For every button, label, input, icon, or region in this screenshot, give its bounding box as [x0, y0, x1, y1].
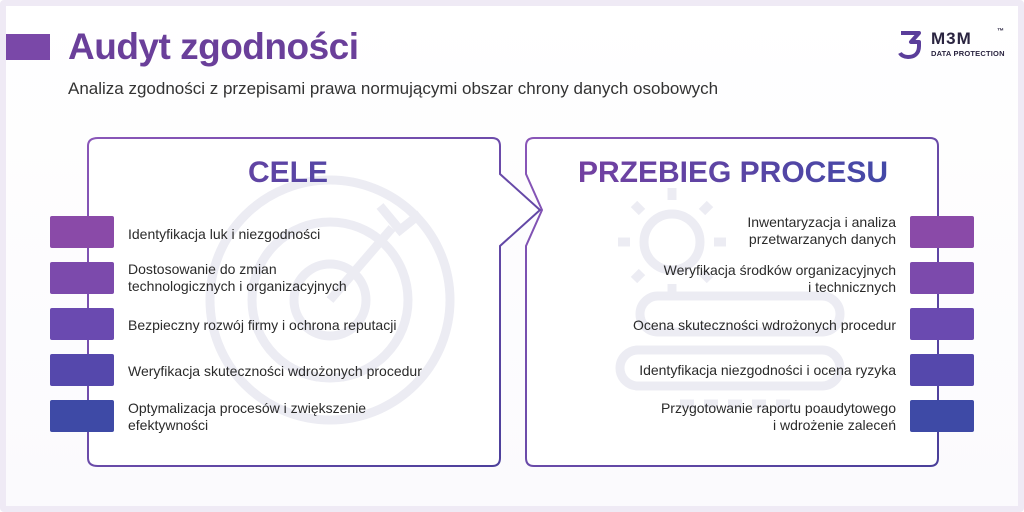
bullet-bar	[910, 216, 974, 248]
bullet-bar	[50, 308, 114, 340]
panel-title-cele: CELE	[88, 156, 488, 190]
panel-title-przebieg: PRZEBIEG PROCESU	[528, 156, 938, 190]
bullet-bar	[50, 216, 114, 248]
logo-name: M3M	[931, 29, 972, 48]
list-item: Dostosowanie do zmian technologicznych i organizacyjnych	[128, 261, 347, 294]
bullet-bar	[50, 400, 114, 432]
bullet-bar	[910, 308, 974, 340]
logo-tagline: DATA PROTECTION	[931, 49, 1005, 58]
bullet-bar	[50, 262, 114, 294]
list-item: Inwentaryzacja i analiza przetwarzanych danych	[747, 214, 896, 247]
list-item: Optymalizacja procesów i zwiększenie efektywności	[128, 400, 367, 433]
bullet-bar	[50, 354, 114, 386]
list-item: Weryfikacja skuteczności wdrożonych procedur	[128, 363, 422, 379]
page-title: Audyt zgodności	[68, 26, 359, 67]
bullet-bar	[910, 354, 974, 386]
list-item: Przygotowanie raportu poaudytowego i wdrożenie zaleceń	[660, 400, 896, 433]
list-item: Weryfikacja środków organizacyjnych i technicznych	[663, 262, 896, 295]
list-item: Identyfikacja luk i niezgodności	[128, 226, 321, 242]
list-item: Identyfikacja niezgodności i ocena ryzyka	[639, 362, 896, 378]
page-subtitle: Analiza zgodności z przepisami prawa normującymi obszar chrony danych osobowych	[68, 79, 719, 98]
list-item: Bezpieczny rozwój firmy i ochrona reputacji	[128, 317, 397, 333]
list-item: Ocena skuteczności wdrożonych procedur	[632, 317, 896, 333]
logo-trademark: ™	[997, 28, 1004, 35]
bullet-bar	[910, 400, 974, 432]
bullet-bar	[910, 262, 974, 294]
